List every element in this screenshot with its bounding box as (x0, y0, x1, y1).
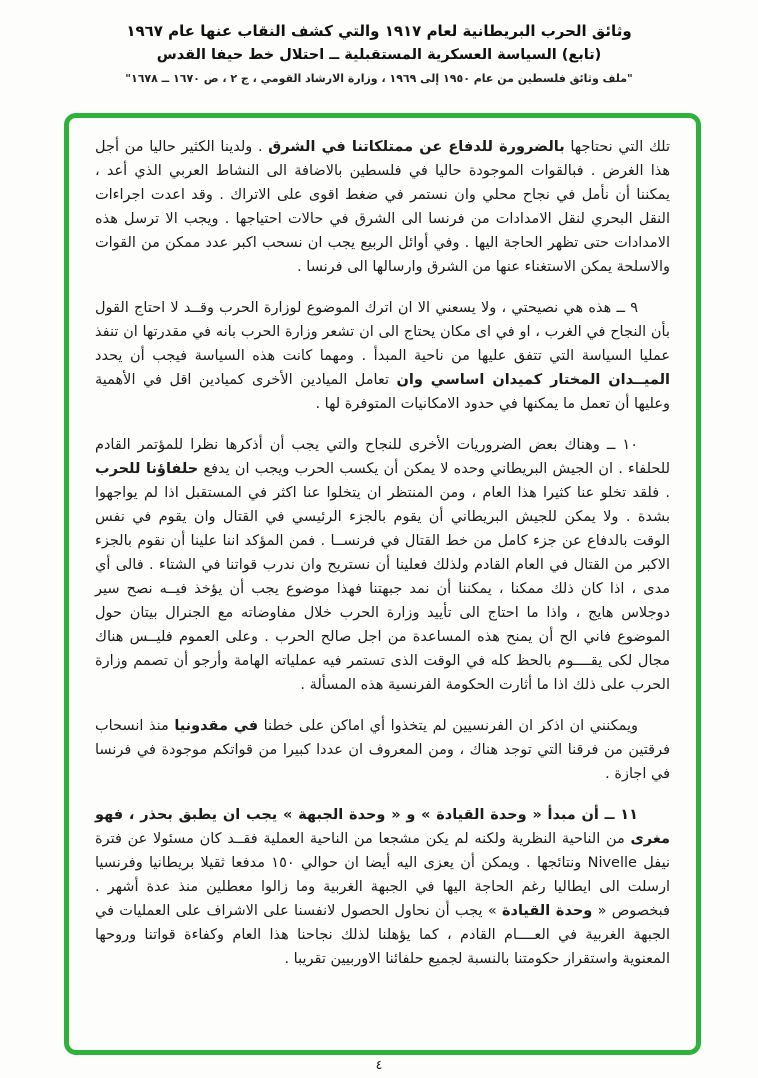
page-footer (0, 1057, 758, 1072)
document-body-frame (64, 113, 701, 1055)
body-text-run: ٩ ــ هذه هي نصيحتي ، ولا يسعني الا ان اترك الموضوع لوزارة الحرب وقــد لا احتاج القول بأن النجاح في الغرب ، او في اى مكان يحتاج الى ان تشعر وزارة الحرب بانه في مقدرتها ان تنفذ عمليا السياسة التي تتفق عليها من ناحية المبدأ . ومهما كانت هذه السياسة فيجب أن يحدد (95, 300, 670, 364)
body-text-run: ويمكنني ان اذكر ان الفرنسيين لم يتخذوا أي اماكن على خطنا (258, 718, 639, 734)
body-text-run: تعامل الميادين الأخرى كميادين اقل في الأهمية وعليها أن تعمل ما يمكنها في حدود الامكانيات المتوفرة لها . (95, 372, 670, 412)
paragraph (95, 803, 670, 971)
paragraph (95, 135, 670, 279)
body-text-run: . فلقد تخلو عنا كثيرا هذا العام ، ومن المنتظر ان يتخلوا عنا اكثر في المستقبل اذا لم يواجهوا بشدة . ولا يمكن للجيش البريطاني أن يقوم بالجزء الرئيسي في القتال وان يقوم في نفس الوقت بالدفاع عن جزء كامل من خط القتال في فرنســا . فمن المؤكد اننا علينا أن نقوم بالجزء الاكبر من القتال في العام القادم ولذلك فعلينا أن نستريح وان ندرب قواتنا في الشتاء . فالى أي مدى ، اذا كان ذلك ممكنا ، يمكننا أن نمد جبهتنا فهذا موضوع يجب أن يؤخذ فيــه نصح سير دوجلاس هايج ، واذا ما احتاج الى تأييد وزارة الحرب خلال مفاوضاته مع الجنرال بيتان حول الموضوع فاني الح أن يمنح هذه المساعدة من اجل صالح الحرب . وعلى العموم فليــس هناك مجال لكى يقــــوم بالحظ كله في الوقت الذى تستمر فيه عملياته الهامة وأرجو أن تصمم وزارة الحرب على ذلك اذا ما أثارت الحكومة الفرنسية هذه المسألة . (95, 485, 670, 693)
header-title: وثائق الحرب البريطانية لعام ١٩١٧ والتي كشف النقاب عنها عام ١٩٦٧ (126, 22, 632, 40)
body-text-run: ١٠ ــ وهناك بعض الضروريات الأخرى للنجاح والتي يجب أن أذكرها نظرا للمؤتمر القادم للحلفاء . ان الجيش البريطاني وحده لا يمكن أن يكسب الحرب ويجب ان يدفع (95, 437, 671, 477)
body-text-run: تلك التي نحتاجها (564, 139, 671, 155)
emphasized-text: حلفاؤنا للحرب (95, 461, 199, 477)
emphasized-text: في مقدونيا (174, 718, 259, 734)
emphasized-text: ١١ ــ أن مبدأ « وحدة القيادة » و « وحدة الجبهة » يجب ان يطبق بحذر ، فهو مغرى (95, 807, 670, 847)
paragraph (95, 433, 670, 697)
body-text-run: . ولدينا الكثير حاليا من أجل هذا الغرض . فبالقوات الموجودة حاليا في فلسطين بالاضافة الى النشاط العربي الذي أعد ، يمكننا أن نأمل في نجاح محلي وان نستمر في ضغط اقوى على الاتراك . وقد اعدت اجراءات النقل البحري لنقل الامدادات من فرنسا الى الشرق في حالات احتياجها . ويجب الا ترسل هذه الامدادات حتى تظهر الحاجة اليها . وفي أوائل الربيع يجب ان نسحب اكبر عدد ممكن من القوات والاسلحة يمكن الاستغناء عنها من الشرق وارسالها الى فرنسا . (95, 139, 670, 275)
paragraph (95, 296, 670, 416)
emphasized-text: وحدة القيادة (501, 903, 593, 919)
header-subtitle: (تابع) السياسة العسكرية المستقبلية ــ احتلال خط حيفا القدس (156, 47, 602, 63)
emphasized-text: الميــدان المختار كميدان اساسي وان (396, 372, 670, 388)
document-body (95, 135, 670, 971)
header-source-citation: "ملف وثائق فلسطين من عام ١٩٥٠ إلى ١٩٦٩ ، وزارة الارشاد القومي ، ج ٢ ، ص ١٦٧٠ ــ ١٦٧٨" (125, 72, 633, 85)
document-header (0, 0, 758, 85)
body-text-run: » يجب أن نحاول الحصول لانفسنا على الاشراف على العمليات في الجبهة الغربية في العــــام القادم ، كما يؤهلنا لذلك نجاحنا هذا العام وكفاءة قواتنا وروحها المعنوية واستقرار حكومتنا بالنسبة لجميع حلفائنا الاوربيين تقريبا . (95, 903, 670, 967)
body-text-run: منذ انسحاب فرقتين من فرقنا التي توجد هناك ، ومن المعروف ان عددا كبيرا من قواتكم موجودة في فرنسا في اجازة . (95, 718, 670, 782)
page-number: ٤ (375, 1057, 383, 1072)
paragraph (95, 714, 670, 786)
emphasized-text: بالضرورة للدفاع عن ممتلكاتنا في الشرق (268, 139, 565, 155)
body-text-run: من الناحية النظرية ولكنه لم يكن مشجعا من الناحية العملية فقــد كان مسئولا عن فترة نيفل Nivelle ونتائجها . ويمكن أن يعزى اليه أيضا ان حوالي ١٥٠ مدفعا ثقيلا بريطانيا وفرنسيا ارسلت الى ايطاليا رغم الحاجة اليها في الجبهة الغربية وما زالوا معطلين منذ عدة أشهر . فبخصوص « (95, 831, 670, 919)
